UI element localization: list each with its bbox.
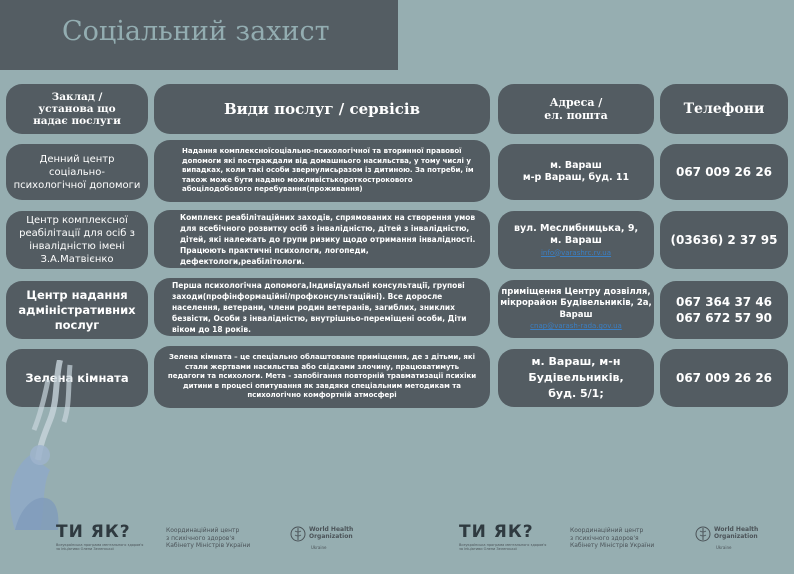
header-services — [154, 84, 490, 134]
who-name: World Health Organization — [309, 526, 354, 540]
who-emblem-icon — [290, 526, 306, 542]
row-4-description — [154, 346, 490, 408]
row-3-description — [154, 278, 490, 336]
row-1-institution-name: Денний центр соціально- психологічної допомоги — [13, 153, 141, 191]
row-3-institution-name: Центр надання адміністративних послуг — [18, 287, 136, 332]
header-address — [498, 84, 654, 134]
header-services-label: Види послуг / сервісів — [223, 100, 421, 118]
row-3-institution — [6, 281, 148, 339]
row-1-description-text: Надання комплексноїсоціально-психологічної та вторинної правової допомоги які постраждали від домашнього насильства, у тому числі у випадках, коли такі особи звернулисьразом із дитиною. За потреби, їм також може бути надано можливістькороткострокового абоцілодобового перебування(проживання) — [182, 147, 474, 194]
header-institution-label: Заклад / установа що надає послуги — [33, 91, 121, 127]
header-phones-label: Телефони — [683, 101, 765, 117]
row-1-description — [154, 140, 490, 202]
row-4-phones — [660, 349, 788, 407]
row-1-address-text: м. Вараш м-р Вараш, буд. 11 — [522, 159, 630, 183]
row-3-description-text: Перша психологічна допомога,Індивідуальні консультації, групові заходи(профінформаційні/профконсультаційні). Все доросле населення, ветерани, члени родин ветеранів, загиблих, зниклих безвісти, Особи з інвалідністю, внутрішньо-переміщені особи, Діти віком до 18 років. — [172, 280, 467, 334]
row-2-description-text: Комплекс реабілітаційних заходів, спрямованих на створення умов для всебічного розвитку осіб з інвалідністю, дітей з інвалідністю, дітей, які належать до групи ризику щодо отримання інвалідності. Працюють практичні психологи, логопеди, дефектологи,реабілітологи. — [180, 212, 476, 266]
page-title: Соціальний захист — [62, 16, 330, 47]
row-4-institution-name: Зелена кімната — [25, 370, 129, 385]
header-address-label: Адреса / ел. пошта — [544, 96, 608, 122]
row-2-address — [498, 211, 654, 269]
coordination-center-text-2: Координаційний центр з психічного здоров'я Кабінету Міністрів України — [570, 527, 655, 549]
row-1-phones — [660, 144, 788, 200]
row-3-phone-number[interactable]: 067 364 37 46 067 672 57 90 — [675, 295, 773, 325]
row-3-phones — [660, 281, 788, 339]
ty-yak-logo-2: ТИ ЯК? — [459, 522, 534, 542]
row-2-email-link[interactable]: info@varashrc.rv.ua — [540, 248, 612, 257]
who-name-2: World Health Organization — [714, 526, 759, 540]
row-1-institution — [6, 144, 148, 200]
row-2-institution — [6, 211, 148, 269]
row-4-phone-number[interactable]: 067 009 26 26 — [675, 371, 773, 385]
ty-yak-subtitle: Всеукраїнська програма ментального здоров'я за ініціативи Олени Зеленської — [56, 543, 144, 551]
row-2-address-text: вул. Меслибницька, 9, м. Вараш — [513, 222, 639, 246]
row-4-address-text: м. Вараш, м-н Будівельників, буд. 5/1; — [528, 355, 624, 400]
row-2-description — [154, 210, 490, 268]
who-emblem-icon-2 — [695, 526, 711, 542]
row-4-description-text: Зелена кімната – це спеціально облаштоване приміщення, де з дітьми, які стали жертвами насильства або свідками злочину, працюватимуть педагоги та психологи. Мета - запобігання повторній травматизації психіки дитини в процесі опитування як завдяки спеціальним методикам та психологічно комфортній атмосфері — [167, 353, 477, 400]
row-2-phone-number[interactable]: (03636) 2 37 95 — [670, 233, 778, 247]
ty-yak-subtitle-2: Всеукраїнська програма ментального здоров'я за ініціативи Олени Зеленської — [459, 543, 547, 551]
ty-yak-logo: ТИ ЯК? — [56, 522, 131, 542]
row-2-phones — [660, 211, 788, 269]
row-3-address-text: приміщення Центру дозвілля, мікрорайон Будівельників, 2а, Вараш — [500, 286, 652, 320]
row-3-address — [498, 280, 654, 338]
row-1-phone-number[interactable]: 067 009 26 26 — [675, 165, 773, 179]
who-country-2: Ukraine — [716, 545, 732, 550]
coordination-center-text: Координаційний центр з психічного здоров'я Кабінету Міністрів України — [166, 527, 251, 549]
header-institution — [6, 84, 148, 134]
hands-illustration-icon — [0, 360, 110, 540]
row-1-address — [498, 144, 654, 200]
row-3-email-link[interactable]: cnap@varash-rada.gov.ua — [530, 322, 622, 331]
header-phones — [660, 84, 788, 134]
row-2-institution-name: Центр комплексної реабілітації для осіб з інвалідністю імені З.А.Матвієнко — [19, 215, 135, 265]
who-country: Ukraine — [311, 545, 327, 550]
row-4-address — [498, 349, 654, 407]
